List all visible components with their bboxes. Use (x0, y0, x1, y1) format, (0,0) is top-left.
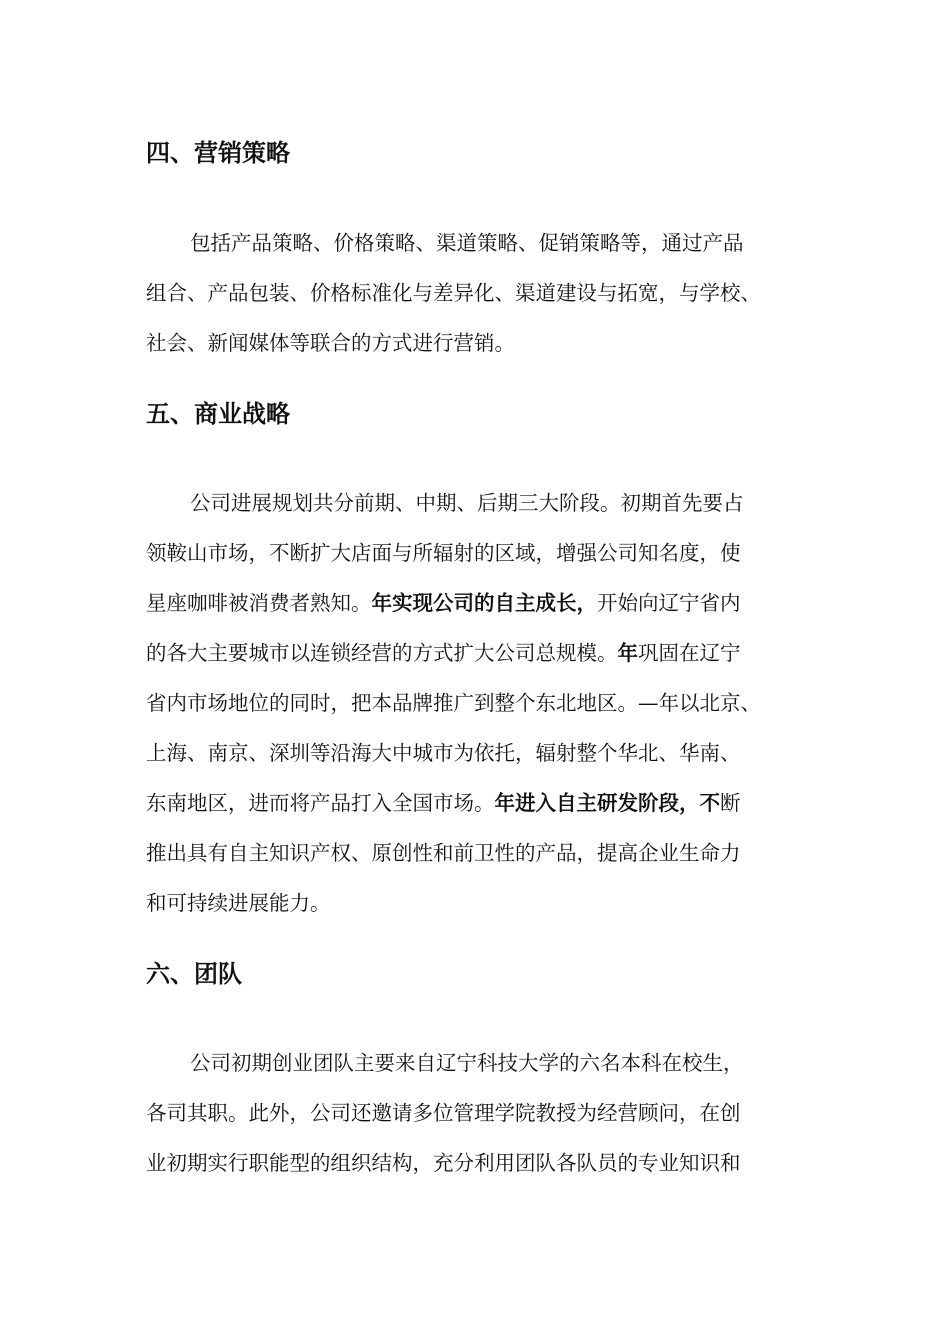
paragraph-line: 推出具有自主知识产权、原创性和前卫性的产品，提高企业生命力 (146, 841, 741, 865)
paragraph-line: 上海、南京、深圳等沿海大中城市为依托，辐射整个华北、华南、 (146, 741, 741, 765)
paragraph-line: 和可持续进展能力。 (146, 891, 331, 915)
paragraph-line: 包括产品策略、价格策略、渠道策略、促销策略等，通过产品 (190, 231, 744, 255)
paragraph-line: 各司其职。此外，公司还邀请多位管理学院教授为经营顾问，在创 (146, 1101, 741, 1125)
section-heading-team: 六、团队 (146, 960, 242, 988)
paragraph-line (146, 789, 741, 817)
bold-text-run: 年进入自主研发阶段，不 (494, 791, 720, 815)
text-run: 星座咖啡被消费者熟知。 (146, 591, 372, 615)
paragraph-line: 业初期实行职能型的组织结构，充分利用团队各队员的专业知识和 (146, 1151, 741, 1175)
paragraph-line: 社会、新闻媒体等联合的方式进行营销。 (146, 331, 515, 355)
text-run: 的各大主要城市以连锁经营的方式扩大公司总规模。 (146, 641, 618, 665)
section-heading-marketing: 四、营销策略 (146, 139, 290, 167)
bold-text-run: 年实现公司的自主成长， (371, 591, 597, 615)
text-run: 开始向辽宁省内 (597, 591, 741, 615)
paragraph-line: 组合、产品包装、价格标准化与差异化、渠道建设与拓宽，与学校、 (146, 281, 761, 305)
text-run: 东南地区，进而将产品打入全国市场。 (146, 791, 495, 815)
paragraph-line (146, 589, 741, 617)
paragraph-line: 公司进展规划共分前期、中期、后期三大阶段。初期首先要占 (190, 491, 744, 515)
paragraph-line (146, 639, 741, 667)
section-heading-business-strategy: 五、商业战略 (146, 400, 290, 428)
paragraph-line: 领鞍山市场，不断扩大店面与所辐射的区域，增强公司知名度，使 (146, 541, 741, 565)
bold-text-run: 年 (617, 641, 638, 665)
paragraph-line: 公司初期创业团队主要来自辽宁科技大学的六名本科在校生， (190, 1051, 744, 1075)
paragraph-line: 省内市场地位的同时，把本品牌推广到整个东北地区。—年以北京、 (146, 691, 761, 715)
text-run: 巩固在辽宁 (638, 641, 741, 665)
text-run: 断 (720, 791, 741, 815)
